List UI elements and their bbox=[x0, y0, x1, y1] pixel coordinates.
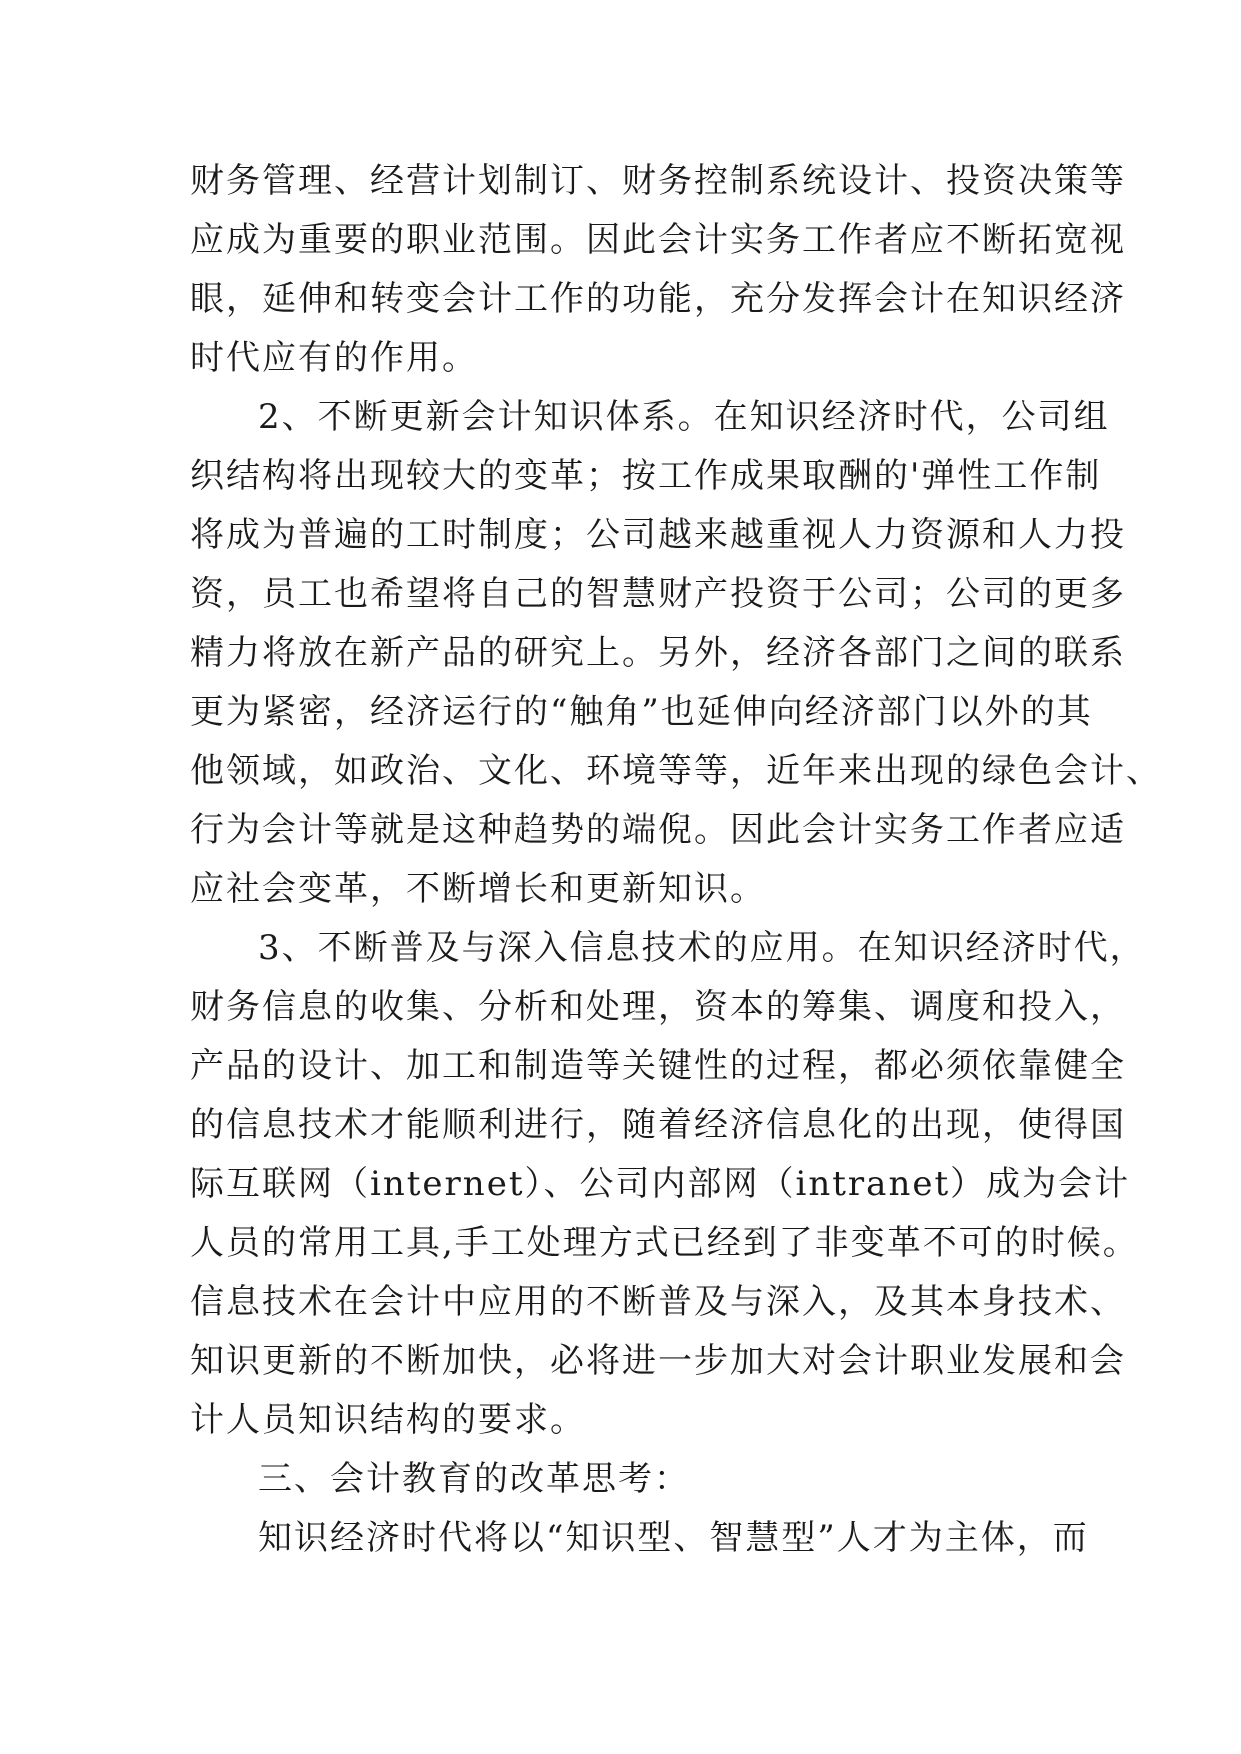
text-line: 的信息技术才能顺利进行，随着经济信息化的出现，使得国 bbox=[190, 1105, 1126, 1145]
text-line: 行为会计等就是这种趋势的端倪。因此会计实务工作者应适 bbox=[190, 810, 1126, 850]
text-line: 知识经济时代将以“知识型、智慧型”人才为主体，而 bbox=[258, 1518, 1089, 1558]
text-line: 眼，延伸和转变会计工作的功能，充分发挥会计在知识经济 bbox=[190, 279, 1126, 319]
text-line: 3、不断普及与深入信息技术的应用。在知识经济时代， bbox=[258, 928, 1146, 968]
text-line: 应社会变革，不断增长和更新知识。 bbox=[190, 869, 766, 909]
text-line: 财务管理、经营计划制订、财务控制系统设计、投资决策等 bbox=[190, 161, 1126, 201]
text-line: 织结构将出现较大的变革；按工作成果取酬的'弹性工作制 bbox=[190, 456, 1102, 496]
text-line: 将成为普遍的工时制度；公司越来越重视人力资源和人力投 bbox=[190, 515, 1126, 555]
text-line: 际互联网（internet）、公司内部网（intranet）成为会计 bbox=[190, 1164, 1131, 1204]
text-line: 产品的设计、加工和制造等关键性的过程，都必须依靠健全 bbox=[190, 1046, 1126, 1086]
body-text bbox=[190, 152, 1162, 1568]
text-line: 人员的常用工具,手工处理方式已经到了非变革不可的时候。 bbox=[190, 1223, 1139, 1263]
text-line: 时代应有的作用。 bbox=[190, 338, 478, 378]
text-line: 财务信息的收集、分析和处理，资本的筹集、调度和投入， bbox=[190, 987, 1126, 1027]
text-line: 知识更新的不断加快，必将进一步加大对会计职业发展和会 bbox=[190, 1341, 1126, 1381]
text-line: 三、会计教育的改革思考： bbox=[258, 1459, 690, 1499]
text-line: 应成为重要的职业范围。因此会计实务工作者应不断拓宽视 bbox=[190, 220, 1126, 260]
text-line: 精力将放在新产品的研究上。另外，经济各部门之间的联系 bbox=[190, 633, 1126, 673]
text-line: 计人员知识结构的要求。 bbox=[190, 1400, 586, 1440]
text-line: 他领域，如政治、文化、环境等等，近年来出现的绿色会计、 bbox=[190, 751, 1162, 791]
text-line: 2、不断更新会计知识体系。在知识经济时代，公司组 bbox=[258, 397, 1110, 437]
text-line: 更为紧密，经济运行的“触角”也延伸向经济部门以外的其 bbox=[190, 692, 1093, 732]
text-line: 资，员工也希望将自己的智慧财产投资于公司；公司的更多 bbox=[190, 574, 1126, 614]
text-line: 信息技术在会计中应用的不断普及与深入，及其本身技术、 bbox=[190, 1282, 1126, 1322]
